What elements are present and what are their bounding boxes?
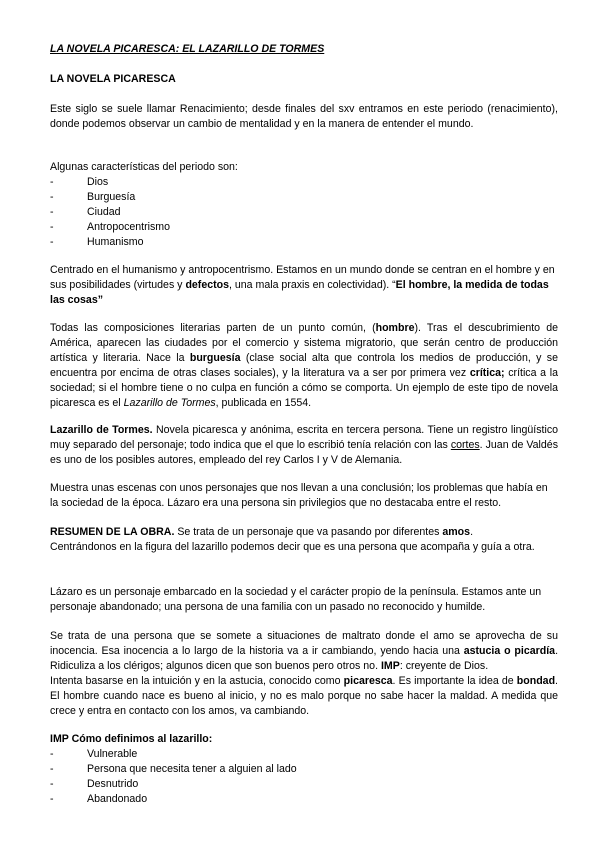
list-dash: - (50, 206, 54, 218)
document-title: LA NOVELA PICARESCA: EL LAZARILLO DE TORMES (50, 43, 325, 55)
list-item: - Persona que necesita tener a alguien al lado (50, 763, 297, 775)
list-item: - Vulnerable (50, 748, 138, 760)
paragraph-escenas: Muestra unas escenas con unos personajes que nos llevan a una conclusión; los problemas que había en la sociedad de la época. Lázaro era una persona sin privilegios que no destacaba entre el resto. (50, 482, 548, 509)
section-heading: LA NOVELA PICARESCA (50, 73, 176, 85)
list-dash: - (50, 191, 54, 203)
paragraph-maltrato: Se trata de una persona que se somete a situaciones de maltrato donde el amo se aprovecha de su inocencia. Esa inocencia a lo largo de la historia va a ir cambiando, yendo hacia una astucia o picardía. Ridiculiza a los clérigos; algunos dicen que son buenos pero otros no. IMP: creyente de Dios. Intenta basarse en la intuición y en la astucia, conocido como picaresca. Es importante la idea de bondad. El hombre cuando nace es bueno al inicio, y no es malo porque no sabe hacer la maldad. A medida que crece y entra en contacto con los amos, va cambiando. (50, 630, 559, 717)
list-dash: - (50, 748, 54, 760)
paragraph-resumen: RESUMEN DE LA OBRA. Se trata de un personaje que va pasando por diferentes amos. Centrándonos en la figura del lazarillo podemos decir que es una persona que acompaña y guía a otra. (50, 526, 535, 553)
list-dash: - (50, 763, 54, 775)
paragraph-lazarillo: Lazarillo de Tormes. Novela picaresca y anónima, escrita en tercera persona. Tiene un registro lingüístico muy separado del personaje; todo indica que el que lo escribió tenía relación con las cortes. Juan de Valdés es uno de los posibles autores, empleado del rey Carlos I y V de Alemania. (50, 424, 559, 466)
paragraph-personaje: Lázaro es un personaje embarcado en la sociedad y el carácter propio de la península. Estamos ante un personaje abandonado; una persona de una familia con un pasado no reconocido y humilde. (50, 586, 542, 613)
list-item: - Antropocentrismo (50, 221, 171, 233)
characteristics-list (50, 175, 558, 250)
list-item: - Humanismo (50, 236, 144, 248)
paragraph-renacimiento: Este siglo se suele llamar Renacimiento; desde finales del sxv entramos en este periodo (renacimiento), donde podemos observar un cambio de mentalidad y en la manera de entender el mundo. (50, 103, 558, 130)
list-dash: - (50, 778, 54, 790)
list-dash: - (50, 236, 54, 248)
paragraph-composiciones: Todas las composiciones literarias parten de un punto común, (hombre). Tras el descubrimiento de América, aparecen las ciudades por el comercio y sistema migratorio, que serán centro de producción artística y literaria. Nace la burguesía (clase social alta que controla los medios de producción, y se encuentra por encima de otras clases sociales), y la literatura va a ser por primera vez crítica; crítica a la sociedad; si el hombre tiene o no culpa en función a cómo se comporta. Un ejemplo de este tipo de novela picaresca es el Lazarillo de Tormes, publicada en 1554. (50, 322, 558, 409)
list-item: - Dios (50, 176, 109, 188)
list-dash: - (50, 793, 54, 805)
definition-intro: IMP Cómo definimos al lazarillo: (50, 733, 213, 745)
list-item: - Abandonado (50, 793, 148, 805)
list-dash: - (50, 221, 54, 233)
list-item: - Ciudad (50, 206, 121, 218)
paragraph-humanismo: Centrado en el humanismo y antropocentrismo. Estamos en un mundo donde se centran en el hombre y en sus posibilidades (virtudes y defectos, una mala praxis en colectividad). “El hombre, la medida de todas las cosas” (50, 264, 555, 306)
characteristics-intro: Algunas características del periodo son: (50, 161, 238, 173)
list-item: - Burguesía (50, 191, 136, 203)
list-dash: - (50, 176, 54, 188)
list-item: - Desnutrido (50, 778, 139, 790)
definition-list (50, 747, 558, 807)
